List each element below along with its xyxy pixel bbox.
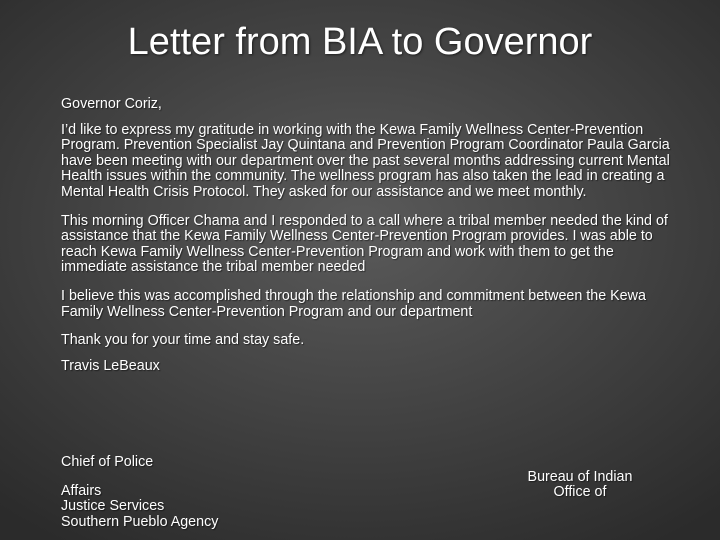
signer-org-line-1: Affairs — [61, 483, 102, 500]
signature-block — [61, 455, 361, 530]
signer-org-line-3: Southern Pueblo Agency — [61, 513, 219, 530]
letter-closing: Thank you for your time and stay safe. — [61, 332, 305, 349]
letter-body — [61, 97, 676, 384]
signer-name: Travis LeBeaux — [61, 357, 160, 374]
letter-salutation: Governor Coriz, — [61, 96, 162, 112]
signer-org-line-2: Justice Services — [61, 498, 165, 515]
slide-title: Letter from BIA to Governor — [127, 21, 593, 63]
letter-paragraph-3: I believe this was accomplished through the relationship and commitment between the Kewa Family Wellness Center-Prevention Program and our department — [61, 287, 646, 320]
agency-line-2: Office of — [553, 484, 607, 501]
signer-title: Chief of Police — [61, 454, 154, 470]
agency-line-1: Bureau of Indian — [527, 469, 633, 485]
letter-paragraph-2: This morning Officer Chama and I responded to a call where a tribal member needed the kind of assistance that the Kewa Family Wellness Center-Prevention Program provides. I was able to reach Kewa Family Wellness Center-Prevention Program and work with them to get the immediate assistance the tribal member needed — [61, 212, 668, 276]
agency-block — [500, 470, 660, 500]
letter-paragraph-1: I’d like to express my gratitude in working with the Kewa Family Wellness Center-Prevention Program. Prevention Specialist Jay Quintana and Prevention Program Coordinator Paula Garcia have been meeting with our department over the past several months addressing current Mental Health issues within the community. The wellness program has also taken the lead in creating a Mental Health Crisis Protocol. They asked for our assistance and we meet monthly. — [61, 121, 670, 200]
